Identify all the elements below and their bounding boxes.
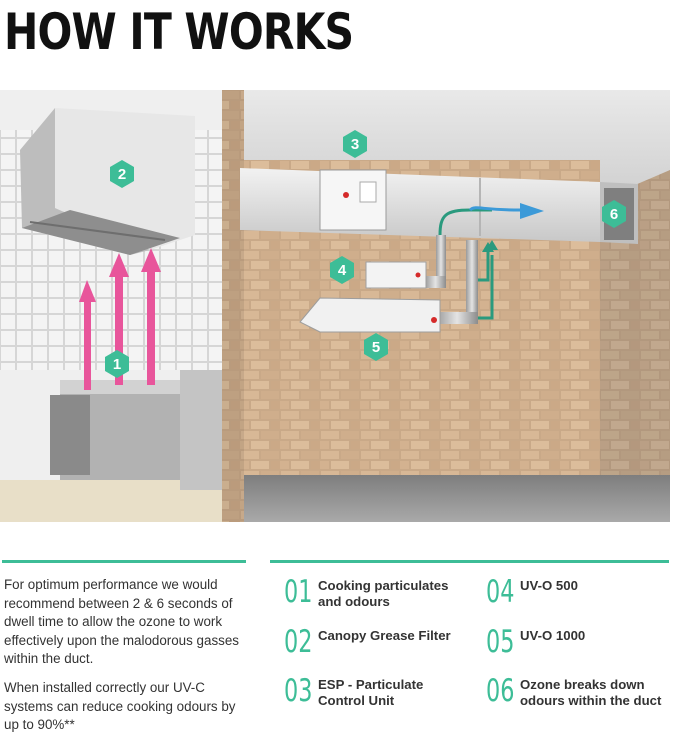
legend-label: UV-O 1000 — [520, 628, 586, 643]
legend-label: Cooking particulates and odours — [318, 578, 449, 609]
svg-text:4: 4 — [337, 262, 347, 279]
legend-number: 06 — [486, 673, 515, 709]
legend-label: UV-O 500 — [520, 578, 578, 593]
legend-item-06 — [486, 675, 661, 709]
legend-item-01 — [284, 576, 448, 610]
legend-label: Canopy Grease Filter — [318, 628, 451, 643]
section-divider-right — [270, 560, 669, 563]
legend-item-02 — [284, 626, 451, 658]
legend-item-05 — [486, 626, 585, 658]
legend-number: 04 — [486, 574, 515, 610]
section-divider-left — [2, 560, 246, 563]
svg-text:2: 2 — [117, 166, 127, 183]
description-paragraph-1: For optimum performance we would recommend between 2 & 6 seconds of dwell time to allow the ozone to work effectively upon the malodorous gasses within the duct. — [4, 577, 239, 666]
legend-number: 05 — [486, 624, 515, 660]
kitchen-extraction-illustration — [0, 90, 670, 522]
legend-number: 02 — [284, 624, 313, 660]
legend-label: Ozone breaks down odours within the duct — [520, 677, 662, 708]
svg-text:6: 6 — [609, 206, 619, 223]
legend-label: ESP - Particulate Control Unit — [318, 677, 424, 708]
legend-number: 03 — [284, 673, 313, 709]
svg-text:3: 3 — [350, 136, 360, 153]
svg-text:5: 5 — [371, 339, 381, 356]
page-title: HOW IT WORKS — [4, 3, 354, 61]
legend-item-04 — [486, 576, 578, 608]
legend-number: 01 — [284, 574, 313, 610]
legend-item-03 — [284, 675, 423, 709]
svg-text:1: 1 — [112, 356, 122, 373]
description-paragraph-2: When installed correctly our UV-C systems can reduce cooking odours by up to 90%** — [4, 680, 236, 732]
